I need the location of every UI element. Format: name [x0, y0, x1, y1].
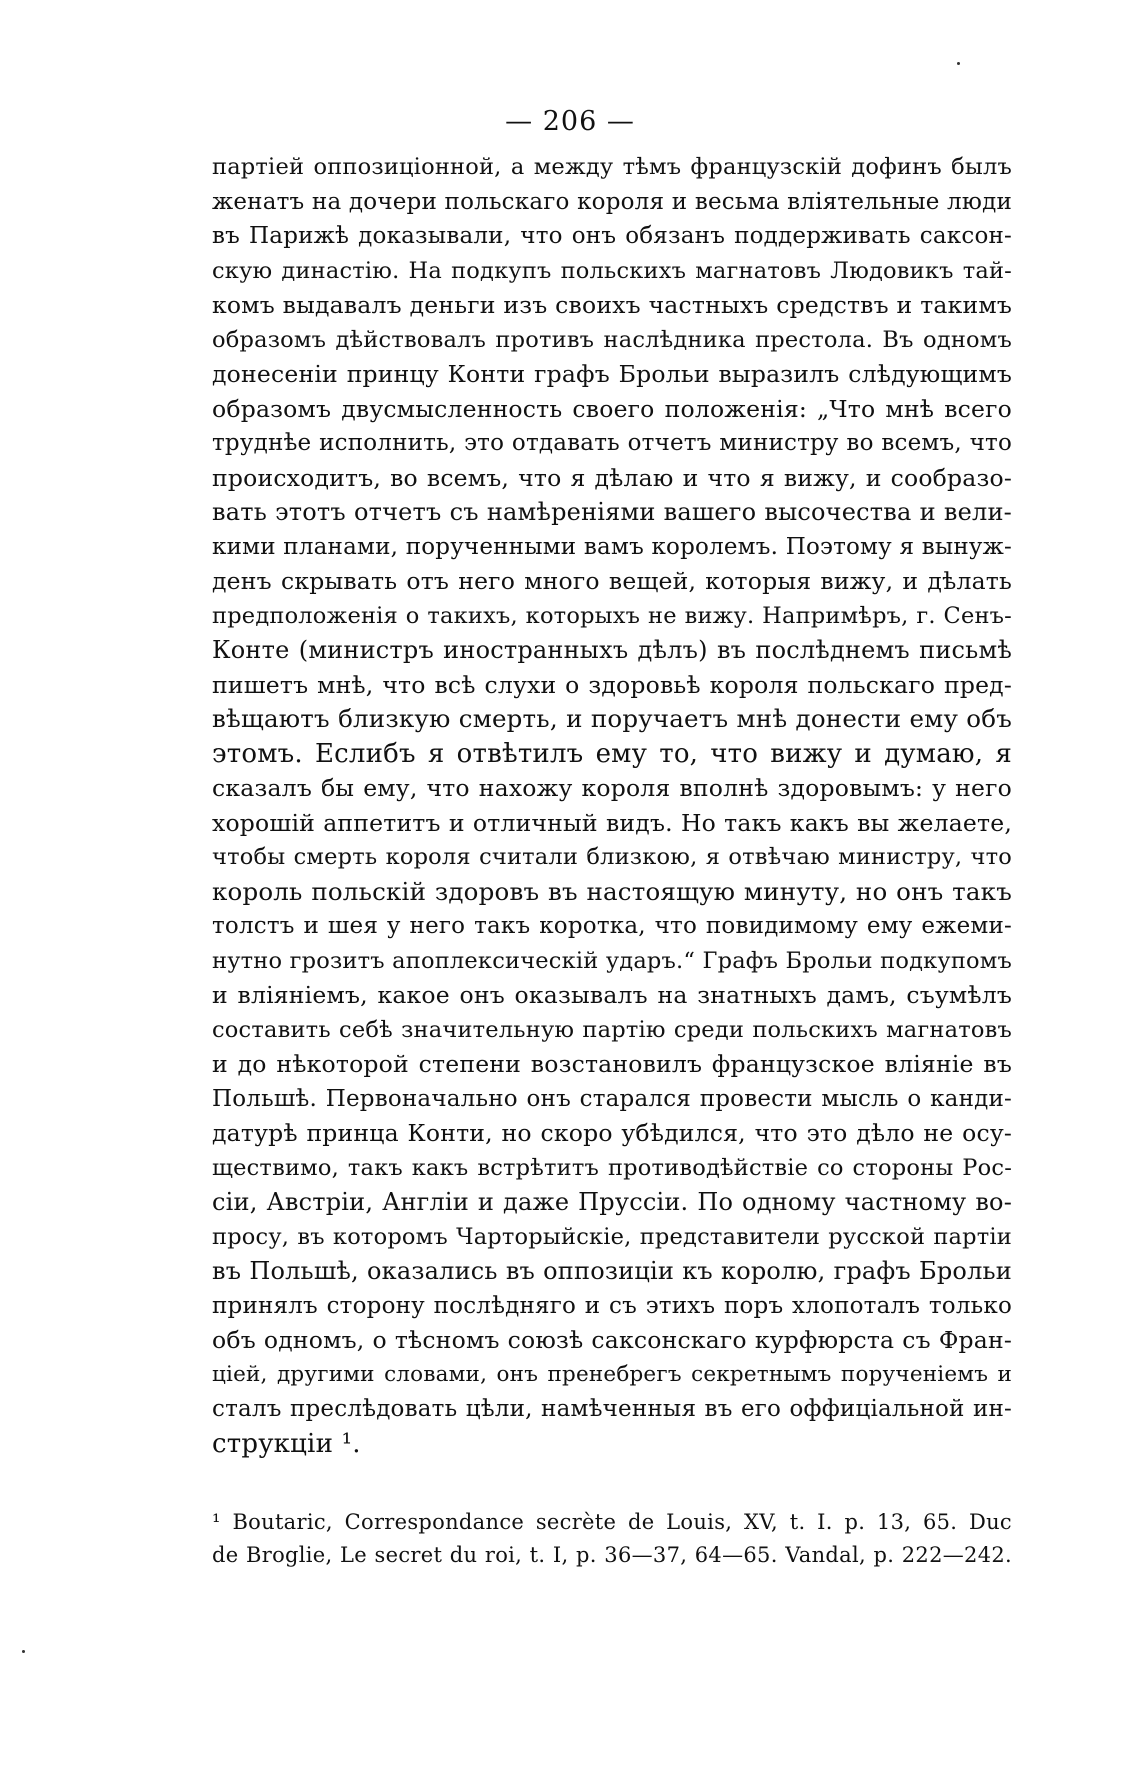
- text-line: въ Польшѣ, оказались въ оппозиціи къ королю, графъ Брольи: [212, 1257, 1012, 1285]
- text-line: вѣщаютъ близкую смерть, и поручаетъ мнѣ донести ему объ: [212, 704, 1012, 733]
- text-line: Польшѣ. Первоначально онъ старался провести мысль о канди-: [212, 1085, 1012, 1112]
- text-line: сіи, Австріи, Англіи и даже Пруссіи. По одному частному во-: [212, 1188, 1012, 1216]
- text-line: ществимо, такъ какъ встрѣтитъ противодѣйствіе со стороны Рос-: [212, 1154, 1012, 1181]
- text-line: происходитъ, во всемъ, что я дѣлаю и что я вижу, и сообразо-: [212, 463, 1012, 492]
- text-line: кими планами, порученными вамъ королемъ. Поэтому я вынуж-: [212, 533, 1012, 560]
- text-line: датурѣ принца Конти, но скоро убѣдился, что это дѣло не осу-: [212, 1119, 1012, 1147]
- text-line: образомъ двусмысленность своего положенія: „Что мнѣ всего: [212, 394, 1012, 423]
- text-line: сказалъ бы ему, что нахожу короля вполнѣ здоровымъ: у него: [212, 774, 1012, 802]
- text-line: образомъ дѣйствовалъ противъ наслѣдника престола. Въ одномъ: [212, 326, 1012, 353]
- text-line: женатъ на дочери польскаго короля и весьма вліятельные люди: [212, 188, 1012, 215]
- text-line: этомъ. Еслибъ я отвѣтилъ ему то, что вижу и думаю, я: [212, 738, 1012, 769]
- footnote: [212, 1506, 1012, 1572]
- text-line: вать этотъ отчетъ съ намѣреніями вашего высочества и вели-: [212, 498, 1012, 526]
- text-line: и вліяніемъ, какое онъ оказывалъ на знатныхъ дамъ, съумѣлъ: [212, 981, 1012, 1009]
- text-line: хорошій аппетитъ и отличный видъ. Но такъ какъ вы желаете,: [212, 808, 1012, 837]
- text-line: объ одномъ, о тѣсномъ союзѣ саксонскаго курфюрста съ Фран-: [212, 1326, 1012, 1354]
- text-line: Конте (министръ иностранныхъ дѣлъ) въ послѣднемъ письмѣ: [212, 636, 1012, 664]
- text-line: струкціи ¹.: [212, 1428, 361, 1459]
- scan-speck: [22, 1650, 25, 1653]
- text-line: въ Парижѣ доказывали, что онъ обязанъ поддерживать саксон-: [212, 223, 1012, 249]
- scan-speck: [957, 62, 960, 65]
- text-line: принялъ сторону послѣдняго и съ этихъ поръ хлопоталъ только: [212, 1292, 1012, 1319]
- text-line: составить себѣ значительную партію среди польскихъ магнатовъ: [212, 1016, 1012, 1043]
- text-line: денъ скрывать отъ него много вещей, которыя вижу, и дѣлать: [212, 567, 1012, 595]
- text-line: ціей, другими словами, онъ пренебрегъ секретнымъ порученіемъ и: [212, 1361, 1012, 1387]
- text-line: скую династію. На подкупъ польскихъ магнатовъ Людовикъ тай-: [212, 257, 1012, 284]
- text-line: партіей оппозиціонной, а между тѣмъ французскій дофинъ былъ: [212, 154, 1012, 180]
- text-line: толстъ и шея у него такъ коротка, что повидимому ему ежеми-: [212, 913, 1012, 939]
- text-line: пишетъ мнѣ, что всѣ слухи о здоровьѣ короля польскаго пред-: [212, 670, 1012, 699]
- text-line: комъ выдавалъ деньги изъ своихъ частныхъ средствъ и такимъ: [212, 291, 1012, 319]
- page-number: — 206 —: [505, 106, 635, 137]
- footnote-line: de Broglie, Le secret du roi, t. I, p. 36—37, 64—65. Vandal, p. 222—242.: [212, 1543, 1012, 1567]
- text-line: просу, въ которомъ Чарторыйскіе, представители русской партіи: [212, 1223, 1012, 1250]
- main-text: [212, 150, 1012, 1461]
- text-line: донесеніи принцу Конти графъ Брольи выразилъ слѣдующимъ: [212, 360, 1012, 388]
- text-line: чтобы смерть короля считали близкою, я отвѣчаю министру, что: [212, 844, 1012, 870]
- text-line: король польскій здоровъ въ настоящую минуту, но онъ такъ: [212, 876, 1012, 906]
- text-line: предположенія о такихъ, которыхъ не вижу. Напримѣръ, г. Сенъ-: [212, 602, 1012, 629]
- text-line: нутно грозитъ апоплексическій ударъ.“ Графъ Брольи подкупомъ: [212, 947, 1012, 974]
- text-line: и до нѣкоторой степени возстановилъ французское вліяніе въ: [212, 1050, 1012, 1078]
- text-line: труднѣе исполнить, это отдавать отчетъ министру во всемъ, что: [212, 430, 1012, 456]
- footnote-line: ¹ Boutaric, Correspondance secrète de Louis, XV, t. I. p. 13, 65. Duc: [212, 1510, 1012, 1534]
- text-line: сталъ преслѣдовать цѣли, намѣченныя въ его оффиціальной ин-: [212, 1396, 1012, 1422]
